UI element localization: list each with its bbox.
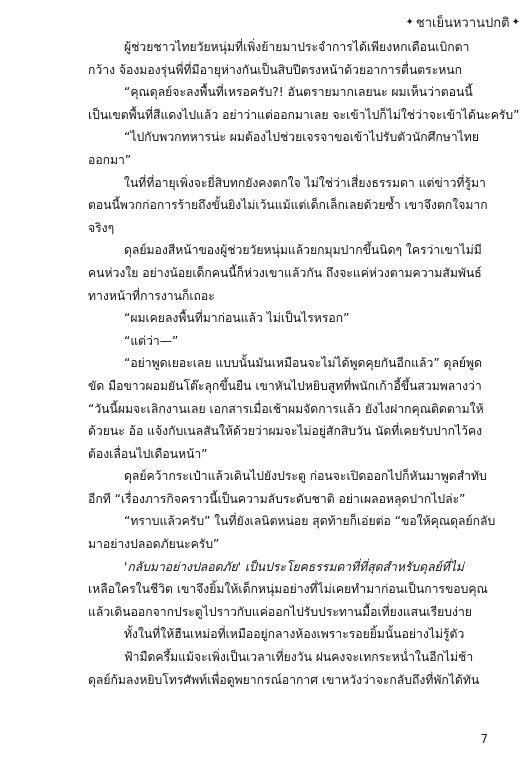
- text-line: ทั้งในที่ให้ฮืนเหม่อที่เหมืออยู่กลางห้องเพราะรอยยิ้มนั้นอย่างไม่รู้ตัว: [124, 627, 465, 642]
- star-ornament-left-icon: ✦: [405, 17, 414, 28]
- text-line: เป็นเขตพื้นที่สีแดงไปแล้ว อย่าว่าแต่ออกมาเลย จะเข้าไปก็ไม่ใช่ว่าจะเข้าได้นะครับ”: [88, 107, 520, 122]
- text-line: แล้วเดินออกจากประตูไปราวกับแค่ออกไปรับประทานมื้อเที่ยงแสนเรียบง่าย: [88, 604, 472, 619]
- text-line: “ไปกับพวกทหารน่ะ ผมต้องไปช่วยเจรจาขอเข้าไปรับตัวนักศึกษาไทย: [124, 130, 479, 145]
- text-line: ในที่ที่อายุเพิ่งจะยี่สิบทกยังคงตกใจ ไม่ใช่ว่าเสี่ยงธรรมดา แต่ข่าวที่รู้มา: [124, 175, 486, 190]
- text-line: ทางหน้าที่การงานก็เถอะ: [88, 288, 215, 303]
- text-line: ฟ้ามืดครึ้มแม้จะเพิ่งเป็นเวลาเที่ยงวัน ฝนคงจะเทกระหน่ำในอีกไม่ช้า: [124, 650, 474, 665]
- text-line: คนห่วงใย อย่างน้อยเด็กคนนี้ก็ห่วงเขาแล้วกัน ถึงจะแค่ห่วงตามความสัมพันธ์: [88, 265, 482, 280]
- text-line: กว้าง จ้องมองรุ่นพี่ที่มีอายุห่างกันเป็นสิบปีตรงหน้าด้วยอาการตื่นตระหนก: [88, 62, 463, 77]
- text-line: “ผมเคยลงพื้นที่มาก่อนแล้ว ไม่เป็นไรหรอก”: [124, 311, 350, 326]
- star-ornament-right-icon: ✦: [511, 17, 520, 28]
- running-header: [406, 12, 520, 33]
- text-line: “อย่าพูดเยอะเลย แบบนั้นมันเหมือนจะไม่ได้พูดคุยกันอีกแล้ว” ดุลย์พูด: [124, 356, 483, 371]
- text-line: อีกที “เรื่องภารกิจคราวนี้เป็นความลับระดับชาติ อย่าเผลอหลุดปากไปล่ะ”: [88, 491, 466, 506]
- text-line: ตอนนี้พวกก่อการร้ายถึงขั้นยิงไม่เว้นแม้แต่เด็กเล็กเลยด้วยซ้ำ เขาจึงตกใจมาก: [88, 198, 488, 213]
- text-line: 'กลับมาอย่างปลอดภัย' เป็นประโยคธรรมดาที่ที่สุดสำหรับดุลย์ที่ไม่: [124, 559, 464, 574]
- page-number: 7: [480, 732, 488, 746]
- text-line: ออกมา”: [88, 152, 132, 167]
- text-line: “แต่ว่า—”: [124, 333, 179, 348]
- text-line: เหลือใครในชีวิต เขาจึงยิ้มให้เด็กหนุ่มอย่างที่ไม่เคยทำมาก่อนเป็นการขอบคุณ: [88, 582, 488, 597]
- text-line: ด้วยนะ อ้อ แจ้งกับเนลสันให้ด้วยว่าผมจะไม่อยู่สักสิบวัน นัดที่เคยรับปากไว้คง: [88, 424, 483, 439]
- text-line: ต้องเลื่อนไปเดือนหน้า”: [88, 446, 208, 461]
- text-line: ดุลย์ก้มลงหยิบโทรศัพท์เพื่อดูพยากรณ์อากาศ เขาหวังว่าจะกลับถึงที่พักได้ทัน: [88, 672, 480, 687]
- page-body: [88, 36, 520, 691]
- running-header-title: ชาเย็นหวานปกติ: [415, 16, 510, 31]
- text-line: มาอย่างปลอดภัยนะครับ”: [88, 537, 220, 552]
- text-line: ดุลย์มองสีหน้าของผู้ช่วยวัยหนุ่มแล้วยกมุมปากขึ้นนิดๆ ใครว่าเขาไม่มี: [124, 243, 482, 258]
- text-line: ขัด มือขาวผอมยันโต๊ะลุกขึ้นยืน เขาหันไปหยิบสูทที่พนักเก้าอี้ขึ้นสวมพลางว่า: [88, 378, 482, 393]
- text-line: ผู้ช่วยชาวไทยวัยหนุ่มที่เพิ่งย้ายมาประจำการได้เพียงหกเดือนเบิกตา: [124, 40, 470, 54]
- text-line: จริงๆ: [88, 220, 115, 235]
- text-line: “คุณดุลย์จะลงพื้นที่เหรอครับ?! อันตรายมากเลยนะ ผมเห็นว่าตอนนี้: [124, 85, 473, 100]
- text-line: “วันนี้ผมจะเลิกงานเลย เอกสารเมื่อเช้าผมจัดการแล้ว ยังไงฝากคุณติดตามให้: [88, 401, 484, 416]
- text-line: “ทราบแล้วครับ” ในที่ยังเลนิตหน่อย สุดท้ายก็เอ่ยต่อ “ขอให้คุณดุลย์กลับ: [124, 514, 496, 529]
- text-line: ดุลย์คว้ากระเป๋าแล้วเดินไปยังประตู ก่อนจะเปิดออกไปก็หันมาพูดสำทับ: [124, 469, 487, 484]
